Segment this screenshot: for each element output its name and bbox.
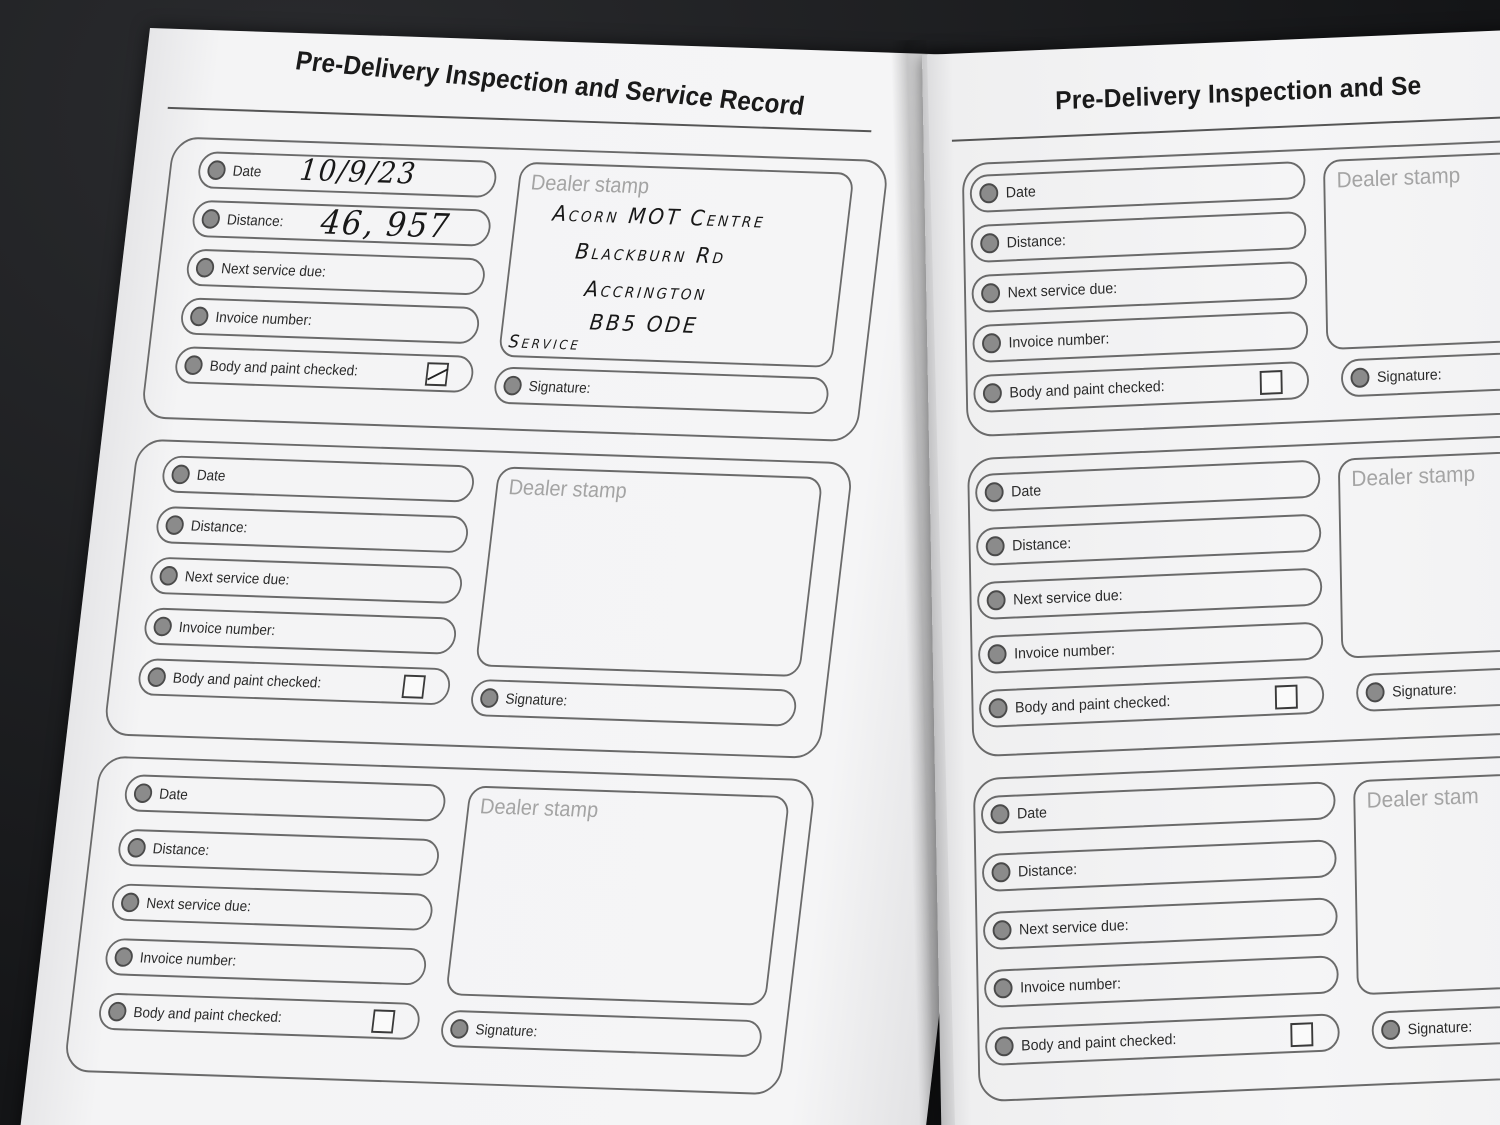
- service-record: [967, 433, 1500, 758]
- service-record: [962, 138, 1500, 438]
- service-record: [973, 753, 1500, 1103]
- invoice-number-field[interactable]: [972, 311, 1308, 363]
- invoice-number-field[interactable]: [978, 621, 1324, 674]
- field-label: Distance:: [189, 517, 249, 537]
- radio-dot-icon: [990, 804, 1009, 825]
- stamp-line: Accrington: [583, 277, 709, 306]
- radio-dot-icon: [479, 688, 499, 708]
- field-label: Date: [195, 467, 227, 485]
- signature-field[interactable]: [1371, 1003, 1500, 1050]
- body-paint-field[interactable]: [137, 658, 453, 705]
- field-label: Invoice number:: [1019, 975, 1122, 997]
- field-label: Signature:: [474, 1021, 539, 1041]
- signature-field[interactable]: [1341, 350, 1500, 398]
- left-page: [17, 28, 1052, 1125]
- stamp-line: BB5 ODE: [588, 310, 700, 339]
- signature-field[interactable]: [1356, 665, 1500, 712]
- next-service-field[interactable]: [977, 567, 1323, 620]
- page-title: Pre-Delivery Inspection and Se: [1054, 69, 1422, 116]
- stamp-label: Dealer stamp: [529, 169, 651, 199]
- radio-dot-icon: [189, 306, 209, 326]
- field-label: Next service due:: [145, 895, 252, 916]
- radio-dot-icon: [1381, 1020, 1400, 1041]
- distance-field[interactable]: [982, 839, 1337, 892]
- field-label: Invoice number:: [1008, 330, 1110, 352]
- radio-dot-icon: [979, 183, 998, 204]
- radio-dot-icon: [986, 536, 1005, 557]
- radio-dot-icon: [985, 482, 1004, 503]
- field-label: Signature:: [1407, 1018, 1473, 1039]
- radio-dot-icon: [987, 644, 1006, 665]
- body-paint-checkbox[interactable]: [371, 1009, 395, 1033]
- field-label: Body and paint checked:: [132, 1004, 283, 1026]
- field-label: Signature:: [504, 690, 569, 710]
- radio-dot-icon: [133, 783, 153, 803]
- service-record: [140, 136, 889, 442]
- next-service-field[interactable]: [185, 249, 487, 296]
- service-record: [103, 439, 854, 759]
- field-label: Distance:: [151, 840, 211, 860]
- radio-dot-icon: [114, 947, 134, 967]
- field-label: Date: [158, 785, 189, 804]
- field-label: Date: [1016, 804, 1048, 823]
- invoice-number-field[interactable]: [179, 297, 481, 344]
- field-label: Body and paint checked:: [1009, 377, 1165, 402]
- signature-field[interactable]: [469, 679, 798, 727]
- radio-dot-icon: [986, 590, 1005, 611]
- distance-field[interactable]: [116, 829, 441, 877]
- distance-field[interactable]: [191, 200, 493, 247]
- stamp-label: Dealer stamp: [1351, 460, 1476, 492]
- stamp-label: Dealer stamp: [1336, 162, 1461, 193]
- field-label: Body and paint checked:: [208, 357, 359, 380]
- stamp-line: Acorn MOT Centre: [551, 201, 767, 234]
- stamp-label: Dealer stam: [1366, 783, 1479, 813]
- radio-dot-icon: [502, 376, 522, 396]
- date-field[interactable]: [196, 151, 498, 198]
- dealer-stamp-box: [445, 785, 790, 1005]
- date-field[interactable]: [981, 781, 1336, 834]
- stamp-label: Dealer stamp: [507, 474, 629, 503]
- field-label: Next service due:: [1018, 916, 1129, 939]
- date-field[interactable]: [123, 774, 448, 822]
- radio-dot-icon: [980, 233, 999, 254]
- field-label: Invoice number:: [214, 309, 313, 329]
- field-label: Next service due:: [183, 568, 291, 589]
- radio-dot-icon: [183, 355, 203, 375]
- distance-field[interactable]: [154, 506, 470, 553]
- field-label: Invoice number:: [177, 619, 277, 640]
- radio-dot-icon: [988, 698, 1007, 719]
- dealer-stamp-box: [1323, 150, 1500, 350]
- field-label: Next service due:: [1012, 586, 1123, 609]
- handwritten-date: 10/9/23: [297, 153, 419, 192]
- field-label: Distance:: [1012, 535, 1072, 555]
- next-service-field[interactable]: [148, 557, 464, 604]
- radio-dot-icon: [992, 920, 1011, 941]
- radio-dot-icon: [982, 333, 1001, 354]
- page-title: Pre-Delivery Inspection and Service Record: [293, 45, 807, 121]
- field-label: Signature:: [1376, 366, 1442, 386]
- field-label: Next service due:: [220, 260, 327, 281]
- radio-dot-icon: [159, 566, 179, 586]
- radio-dot-icon: [195, 258, 215, 278]
- stamp-line: Blackburn Rd: [573, 239, 728, 270]
- radio-dot-icon: [981, 283, 1000, 304]
- signature-field[interactable]: [492, 366, 830, 414]
- radio-dot-icon: [170, 464, 190, 484]
- field-label: Distance:: [1006, 232, 1066, 252]
- radio-dot-icon: [206, 160, 226, 180]
- field-label: Signature:: [527, 378, 592, 397]
- handwritten-note: Service: [507, 331, 582, 355]
- date-field[interactable]: [975, 459, 1321, 512]
- radio-dot-icon: [147, 667, 167, 687]
- radio-dot-icon: [991, 862, 1010, 883]
- dealer-stamp-box: [1353, 771, 1500, 996]
- body-paint-checkbox[interactable]: [425, 362, 449, 386]
- field-label: Date: [231, 162, 263, 181]
- radio-dot-icon: [153, 616, 173, 636]
- next-service-field[interactable]: [110, 883, 435, 931]
- field-label: Body and paint checked:: [1014, 692, 1171, 717]
- dealer-stamp-box: [498, 162, 855, 368]
- radio-dot-icon: [165, 515, 185, 535]
- radio-dot-icon: [995, 1036, 1014, 1057]
- field-label: Next service due:: [1007, 279, 1118, 302]
- radio-dot-icon: [449, 1019, 469, 1039]
- service-record: [63, 756, 816, 1096]
- radio-dot-icon: [126, 838, 146, 858]
- invoice-number-field[interactable]: [984, 955, 1339, 1008]
- body-paint-checkbox[interactable]: [1275, 685, 1298, 710]
- radio-dot-icon: [1350, 367, 1369, 388]
- dealer-stamp-box: [475, 466, 823, 677]
- field-label: Body and paint checked:: [1021, 1030, 1177, 1055]
- field-label: Distance:: [1017, 861, 1078, 881]
- handwritten-distance: 46, 957: [318, 203, 453, 247]
- radio-dot-icon: [107, 1002, 127, 1022]
- distance-field[interactable]: [970, 211, 1306, 263]
- next-service-field[interactable]: [983, 897, 1338, 950]
- next-service-field[interactable]: [971, 261, 1307, 313]
- body-paint-checkbox[interactable]: [401, 675, 425, 699]
- stamp-label: Dealer stamp: [478, 793, 600, 823]
- dealer-stamp-box: [1338, 449, 1500, 659]
- radio-dot-icon: [201, 209, 221, 229]
- invoice-number-field[interactable]: [104, 938, 429, 986]
- body-paint-field[interactable]: [173, 346, 475, 393]
- field-label: Invoice number:: [1013, 641, 1116, 663]
- radio-dot-icon: [120, 892, 140, 912]
- date-field[interactable]: [160, 455, 476, 502]
- body-paint-field[interactable]: [979, 675, 1325, 728]
- right-page: [922, 29, 1500, 1125]
- radio-dot-icon: [983, 383, 1002, 404]
- field-label: Body and paint checked:: [171, 669, 323, 692]
- body-paint-field[interactable]: [973, 361, 1309, 413]
- field-label: Distance:: [225, 211, 285, 231]
- signature-field[interactable]: [439, 1010, 764, 1058]
- invoice-number-field[interactable]: [142, 607, 458, 654]
- field-label: Invoice number:: [138, 949, 238, 970]
- body-paint-field[interactable]: [97, 992, 422, 1040]
- field-label: Date: [1011, 482, 1042, 501]
- body-paint-checkbox[interactable]: [1260, 370, 1283, 395]
- radio-dot-icon: [1365, 682, 1384, 703]
- date-field[interactable]: [970, 161, 1306, 213]
- title-rule: [952, 115, 1500, 142]
- field-label: Date: [1005, 183, 1036, 202]
- body-paint-field[interactable]: [985, 1013, 1340, 1066]
- distance-field[interactable]: [976, 513, 1322, 566]
- body-paint-checkbox[interactable]: [1290, 1022, 1313, 1047]
- radio-dot-icon: [993, 978, 1012, 999]
- field-label: Signature:: [1391, 680, 1457, 701]
